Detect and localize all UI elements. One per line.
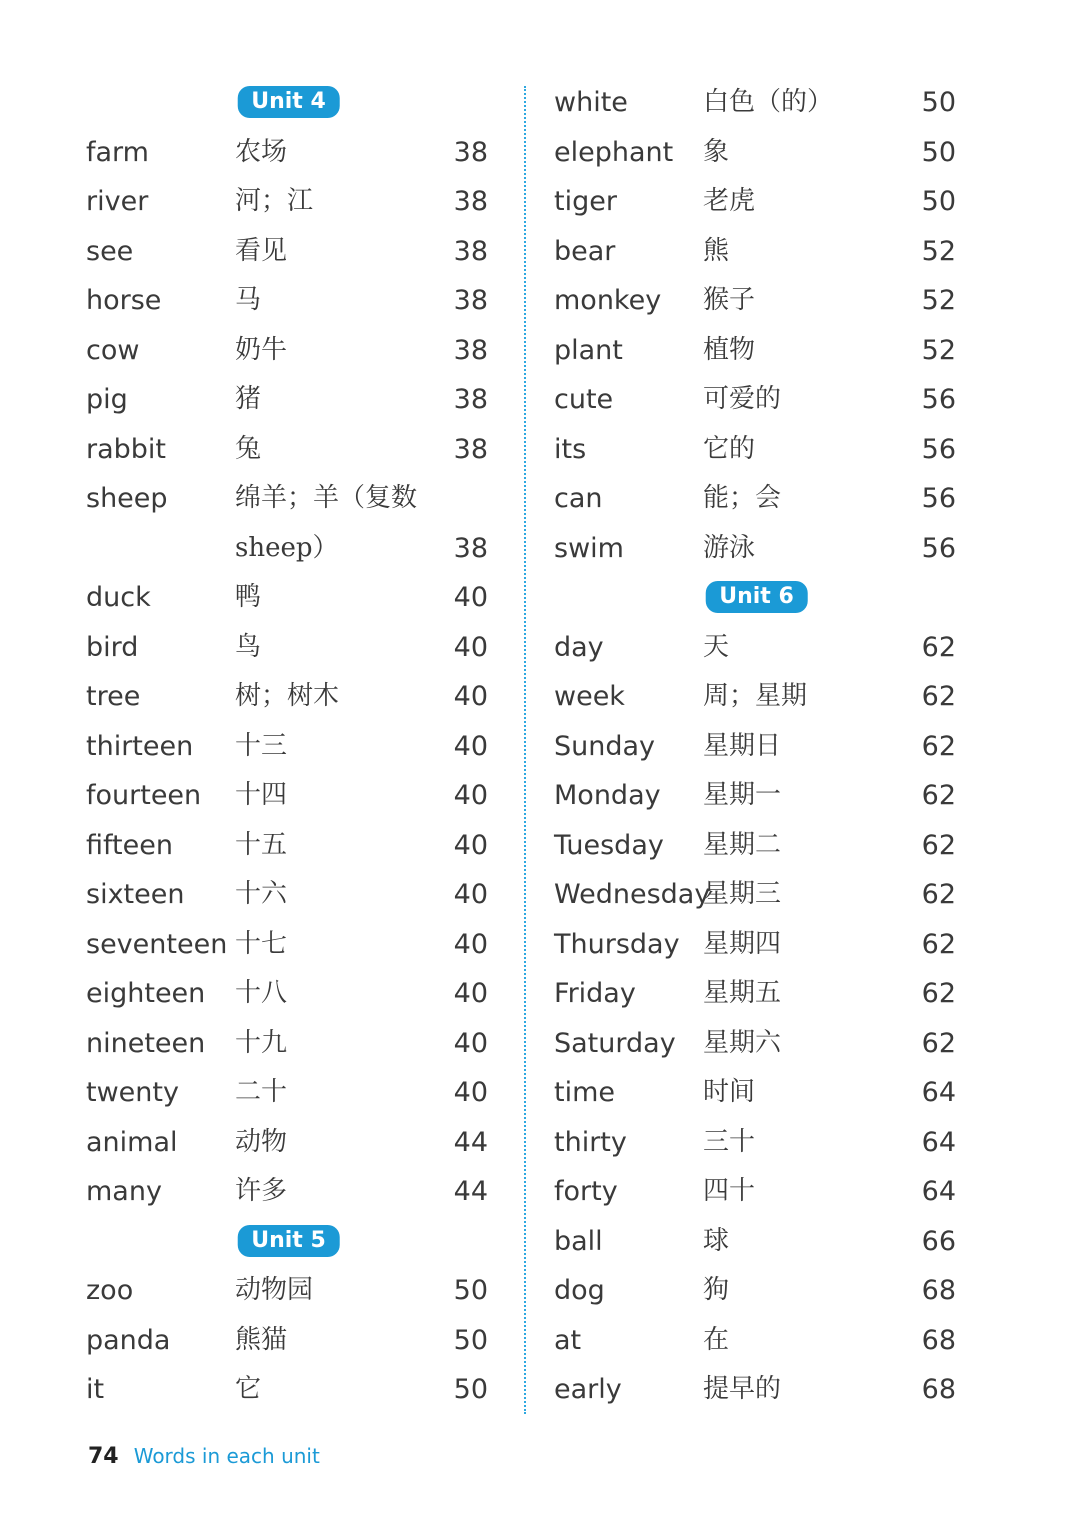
- page-ref: 64: [921, 1077, 956, 1108]
- page-ref: 62: [921, 730, 956, 762]
- page-ref: 40: [453, 1077, 488, 1108]
- english-word: seventeen: [86, 928, 228, 960]
- english-word: Wednesday: [554, 879, 711, 910]
- word-row: [86, 672, 491, 722]
- unit-heading-row: [86, 1217, 491, 1267]
- english-word: white: [554, 87, 628, 118]
- english-word: Saturday: [554, 1027, 676, 1059]
- word-row: [86, 573, 491, 623]
- word-row: [86, 425, 491, 475]
- page-ref: 68: [921, 1374, 956, 1405]
- page-ref: 44: [453, 1126, 488, 1158]
- word-row: [86, 1266, 491, 1316]
- page-ref: 38: [453, 136, 488, 168]
- chinese-meaning: 星期四: [703, 928, 782, 959]
- english-word: early: [554, 1374, 622, 1405]
- unit-badge: Unit 5: [237, 1225, 340, 1257]
- english-word: Thursday: [554, 928, 680, 960]
- chinese-meaning: 十八: [235, 978, 288, 1008]
- english-word: eighteen: [86, 978, 206, 1009]
- english-word: can: [554, 483, 603, 514]
- word-row: [86, 821, 491, 871]
- chinese-meaning: 十五: [235, 829, 288, 860]
- page-ref: 38: [453, 186, 488, 217]
- word-row: [554, 474, 959, 524]
- chinese-meaning: 星期日: [703, 730, 782, 761]
- chinese-meaning: 星期一: [703, 780, 782, 810]
- word-row: [554, 672, 959, 722]
- word-row: [86, 969, 491, 1019]
- word-row: [86, 1019, 491, 1069]
- word-row: [86, 1068, 491, 1118]
- chinese-meaning: 动物: [235, 1126, 288, 1157]
- word-row: [554, 722, 959, 772]
- chinese-meaning: 许多: [235, 1176, 288, 1206]
- left-word-column: [86, 78, 491, 1415]
- english-word: time: [554, 1077, 616, 1108]
- english-word: animal: [86, 1126, 178, 1158]
- word-row: [86, 1316, 491, 1366]
- page-ref: 50: [453, 1324, 488, 1356]
- page-ref: 66: [921, 1225, 956, 1257]
- english-word: river: [86, 186, 149, 217]
- page-ref: 68: [921, 1275, 956, 1306]
- chinese-meaning: 十四: [235, 780, 288, 810]
- page-ref: 56: [921, 483, 956, 514]
- word-row: [554, 969, 959, 1019]
- english-word: zoo: [86, 1275, 134, 1306]
- chinese-meaning: 游泳: [703, 532, 756, 563]
- english-word: nineteen: [86, 1027, 206, 1059]
- chinese-meaning: 马: [235, 285, 262, 315]
- english-word: bird: [86, 631, 139, 663]
- chinese-meaning: 兔: [235, 433, 262, 464]
- chinese-meaning: 三十: [703, 1126, 756, 1157]
- page-ref: 40: [453, 780, 488, 811]
- english-word: twenty: [86, 1077, 179, 1108]
- english-word: Sunday: [554, 730, 656, 762]
- chinese-meaning: 它的: [703, 433, 756, 464]
- word-row: [86, 722, 491, 772]
- page-footer: [88, 1444, 320, 1469]
- english-word: monkey: [554, 285, 662, 316]
- word-row: [554, 771, 959, 821]
- page-ref: 62: [921, 829, 956, 861]
- word-row: [554, 821, 959, 871]
- chinese-meaning: 在: [703, 1324, 730, 1355]
- word-row: [86, 276, 491, 326]
- word-row: [86, 177, 491, 227]
- word-row: [86, 524, 491, 574]
- chinese-meaning: 可爱的: [703, 384, 782, 414]
- page-ref: 38: [453, 532, 488, 564]
- unit-badge: Unit 4: [237, 86, 340, 118]
- page-ref: 50: [921, 186, 956, 217]
- page-ref: 64: [921, 1126, 956, 1158]
- page-ref: 56: [921, 532, 956, 564]
- word-row: [86, 227, 491, 277]
- chinese-meaning: 十七: [235, 928, 288, 959]
- chinese-meaning: 十三: [235, 730, 288, 761]
- page-ref: 38: [453, 433, 488, 465]
- word-row: [554, 1217, 959, 1267]
- word-row: [554, 1118, 959, 1168]
- chinese-meaning: 星期二: [703, 829, 782, 860]
- word-row: [86, 920, 491, 970]
- chinese-meaning: 猴子: [703, 285, 756, 315]
- english-word: rabbit: [86, 433, 167, 465]
- word-row: [554, 1316, 959, 1366]
- english-word: tiger: [554, 186, 617, 217]
- english-word: its: [554, 433, 587, 465]
- chinese-meaning: 二十: [235, 1077, 288, 1107]
- english-word: elephant: [554, 136, 674, 168]
- page-ref: 50: [453, 1275, 488, 1306]
- chinese-meaning: sheep）: [235, 532, 339, 563]
- english-word: ball: [554, 1225, 603, 1257]
- page-ref: 62: [921, 631, 956, 663]
- english-word: horse: [86, 285, 162, 316]
- chinese-meaning: 天: [703, 631, 730, 662]
- chinese-meaning: 十九: [235, 1027, 288, 1058]
- page-ref: 38: [453, 334, 488, 366]
- word-row: [554, 326, 959, 376]
- page-ref: 64: [921, 1176, 956, 1207]
- english-word: many: [86, 1176, 162, 1207]
- page-ref: 52: [921, 334, 956, 366]
- chinese-meaning: 周；星期: [703, 681, 808, 711]
- word-row: [86, 1118, 491, 1168]
- unit-badge: Unit 6: [705, 581, 808, 613]
- chinese-meaning: 能；会: [703, 483, 782, 513]
- chinese-meaning: 四十: [703, 1176, 756, 1206]
- word-row: [554, 870, 959, 920]
- word-row: [554, 1019, 959, 1069]
- english-word: duck: [86, 582, 151, 613]
- word-row: [554, 227, 959, 277]
- english-word: thirteen: [86, 730, 194, 762]
- word-row: [554, 375, 959, 425]
- english-word: Friday: [554, 978, 636, 1009]
- english-word: thirty: [554, 1126, 627, 1158]
- word-row: [554, 1068, 959, 1118]
- page-ref: 38: [453, 384, 488, 415]
- english-word: forty: [554, 1176, 618, 1207]
- page-ref: 52: [921, 285, 956, 316]
- english-word: swim: [554, 532, 624, 564]
- word-row: [86, 1365, 491, 1415]
- chinese-meaning: 狗: [703, 1275, 730, 1305]
- page-ref: 62: [921, 879, 956, 910]
- footer-title: Words in each unit: [133, 1444, 320, 1468]
- chinese-meaning: 它: [235, 1374, 262, 1404]
- chinese-meaning: 星期五: [703, 978, 782, 1008]
- chinese-meaning: 植物: [703, 334, 756, 365]
- word-row: [86, 474, 491, 524]
- chinese-meaning: 河；江: [235, 186, 314, 216]
- page-ref: 40: [453, 582, 488, 613]
- page-ref: 44: [453, 1176, 488, 1207]
- word-row: [554, 1266, 959, 1316]
- page-ref: 62: [921, 978, 956, 1009]
- right-word-column: [554, 78, 959, 1415]
- page-ref: 50: [921, 136, 956, 168]
- chinese-meaning: 十六: [235, 879, 288, 909]
- word-row: [86, 375, 491, 425]
- page-ref: 40: [453, 631, 488, 663]
- chinese-meaning: 白色（的）: [703, 87, 834, 117]
- chinese-meaning: 球: [703, 1225, 730, 1256]
- chinese-meaning: 看见: [235, 235, 288, 266]
- chinese-meaning: 奶牛: [235, 334, 288, 365]
- chinese-meaning: 动物园: [235, 1275, 314, 1305]
- word-row: [86, 326, 491, 376]
- word-row: [554, 623, 959, 673]
- page-ref: 40: [453, 829, 488, 861]
- page-ref: 38: [453, 285, 488, 316]
- english-word: Monday: [554, 780, 661, 811]
- english-word: dog: [554, 1275, 605, 1306]
- page-ref: 40: [453, 681, 488, 712]
- chinese-meaning: 时间: [703, 1077, 756, 1107]
- unit-heading-row: [86, 78, 491, 128]
- word-row: [554, 524, 959, 574]
- page-number: 74: [88, 1444, 119, 1469]
- english-word: Tuesday: [554, 829, 664, 861]
- page-ref: 40: [453, 978, 488, 1009]
- english-word: day: [554, 631, 604, 663]
- chinese-meaning: 熊猫: [235, 1324, 288, 1355]
- english-word: plant: [554, 334, 623, 366]
- chinese-meaning: 鸭: [235, 582, 262, 612]
- chinese-meaning: 星期六: [703, 1027, 782, 1058]
- page-ref: 52: [921, 235, 956, 267]
- page-ref: 40: [453, 1027, 488, 1059]
- english-word: sheep: [86, 483, 168, 514]
- chinese-meaning: 星期三: [703, 879, 782, 909]
- unit-heading-row: [554, 573, 959, 623]
- word-row: [554, 177, 959, 227]
- chinese-meaning: 农场: [235, 136, 288, 167]
- word-row: [86, 870, 491, 920]
- english-word: cow: [86, 334, 140, 366]
- page-ref: 62: [921, 928, 956, 960]
- chinese-meaning: 猪: [235, 384, 262, 414]
- english-word: at: [554, 1324, 582, 1356]
- page-ref: 40: [453, 879, 488, 910]
- english-word: bear: [554, 235, 616, 267]
- word-row: [86, 623, 491, 673]
- page-ref: 40: [453, 730, 488, 762]
- chinese-meaning: 绵羊；羊（复数: [235, 483, 418, 513]
- page-ref: 68: [921, 1324, 956, 1356]
- english-word: cute: [554, 384, 614, 415]
- page-ref: 62: [921, 1027, 956, 1059]
- word-row: [554, 1167, 959, 1217]
- page-ref: 56: [921, 433, 956, 465]
- page-ref: 62: [921, 780, 956, 811]
- english-word: see: [86, 235, 134, 267]
- word-row: [554, 128, 959, 178]
- english-word: panda: [86, 1324, 171, 1356]
- word-row: [86, 128, 491, 178]
- english-word: farm: [86, 136, 149, 168]
- chinese-meaning: 象: [703, 136, 730, 167]
- page-ref: 56: [921, 384, 956, 415]
- english-word: tree: [86, 681, 141, 712]
- word-row: [554, 78, 959, 128]
- english-word: fifteen: [86, 829, 173, 861]
- chinese-meaning: 树；树木: [235, 681, 340, 711]
- page-ref: 62: [921, 681, 956, 712]
- page-ref: 38: [453, 235, 488, 267]
- word-row: [86, 771, 491, 821]
- word-row: [554, 920, 959, 970]
- column-divider: [524, 86, 526, 1414]
- page-ref: 40: [453, 928, 488, 960]
- chinese-meaning: 熊: [703, 235, 730, 266]
- english-word: pig: [86, 384, 128, 415]
- english-word: fourteen: [86, 780, 202, 811]
- english-word: sixteen: [86, 879, 185, 910]
- chinese-meaning: 提早的: [703, 1374, 782, 1404]
- page-ref: 50: [453, 1374, 488, 1405]
- word-row: [86, 1167, 491, 1217]
- chinese-meaning: 老虎: [703, 186, 756, 216]
- page-ref: 50: [921, 87, 956, 118]
- english-word: it: [86, 1374, 105, 1405]
- word-row: [554, 1365, 959, 1415]
- english-word: week: [554, 681, 625, 712]
- chinese-meaning: 鸟: [235, 631, 262, 662]
- word-row: [554, 425, 959, 475]
- word-row: [554, 276, 959, 326]
